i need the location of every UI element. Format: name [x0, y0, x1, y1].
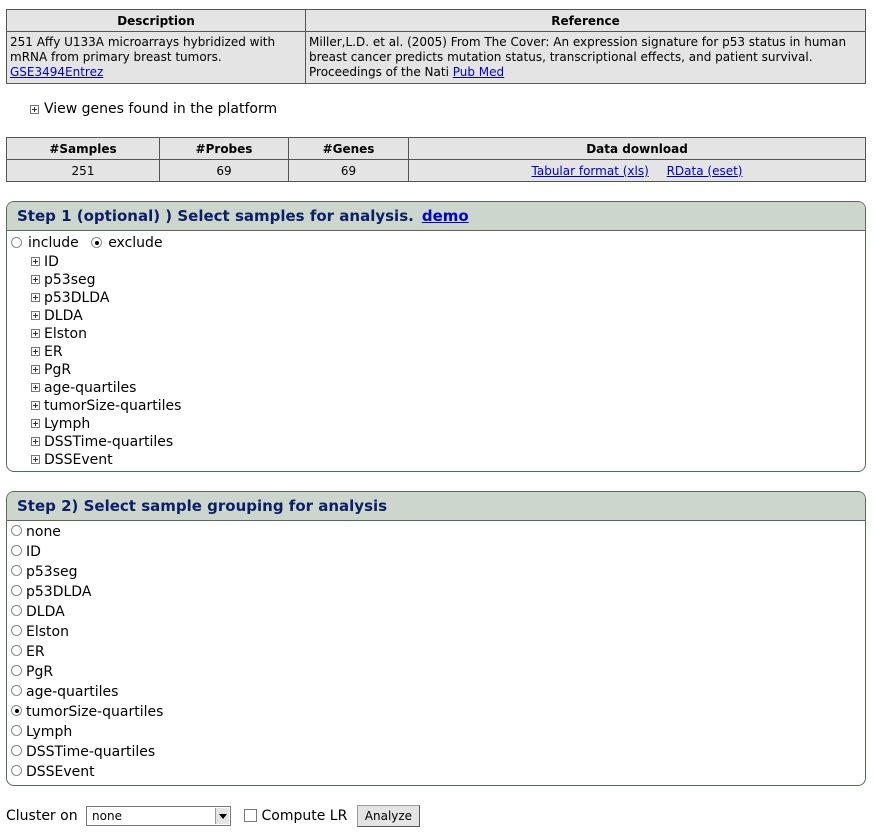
tree-item[interactable] [31, 343, 181, 361]
tabular-xls-link[interactable]: Tabular format (xls) [531, 163, 649, 178]
tree-item-label: PgR [44, 362, 72, 378]
tree-item[interactable] [31, 361, 181, 379]
expand-plus-icon[interactable] [31, 365, 40, 374]
probes-count: 69 [160, 160, 289, 182]
grouping-option[interactable] [11, 543, 163, 563]
grouping-option-label: Elston [26, 624, 69, 640]
expand-plus-icon[interactable] [31, 383, 40, 392]
reference-cell [306, 32, 866, 84]
download-cell [409, 160, 866, 182]
view-genes-toggle[interactable] [30, 100, 277, 118]
tree-item[interactable] [31, 415, 181, 433]
grouping-radio[interactable] [11, 565, 22, 576]
rdata-eset-link[interactable]: RData (eset) [666, 163, 743, 178]
grouping-option-label: ER [26, 644, 45, 660]
expand-plus-icon[interactable] [31, 293, 40, 302]
grouping-options [11, 523, 163, 783]
grouping-option[interactable] [11, 723, 163, 743]
grouping-option-label: tumorSize-quartiles [26, 704, 164, 720]
tree-item-label: DSSEvent [44, 452, 113, 468]
tree-item[interactable] [31, 253, 181, 271]
tree-item[interactable] [31, 289, 181, 307]
description-text: 251 Affy U133A microarrays hybridized with mRNA from primary breast tumors. [10, 35, 276, 64]
tree-item-label: DSSTime-quartiles [44, 434, 174, 450]
genes-header: #Genes [289, 138, 409, 160]
reference-text: Miller,L.D. et al. (2005) From The Cover: An expression signature for p53 status in human breast cancer predicts mutation status, transcriptional effects, and patient survival. Proceedings of the Nati [309, 35, 847, 79]
tree-item-label: Lymph [44, 416, 91, 432]
probes-header: #Probes [160, 138, 289, 160]
tree-item-label: ER [44, 344, 63, 360]
include-exclude-row [11, 235, 171, 251]
expand-plus-icon[interactable] [31, 455, 40, 464]
counts-table [6, 137, 866, 182]
pubmed-link[interactable]: Pub Med [452, 65, 505, 79]
dropdown-arrow-icon[interactable] [215, 808, 229, 824]
analyze-button[interactable]: Analyze [357, 805, 420, 827]
tree-item[interactable] [31, 271, 181, 289]
description-cell [7, 32, 306, 84]
tree-item[interactable] [31, 397, 181, 415]
grouping-option-label: DSSTime-quartiles [26, 744, 156, 760]
compute-lr-checkbox[interactable] [244, 809, 257, 822]
grouping-radio[interactable] [11, 545, 22, 556]
include-label: include [28, 235, 79, 251]
grouping-radio[interactable] [11, 745, 22, 756]
expand-plus-icon[interactable] [31, 311, 40, 320]
grouping-option[interactable] [11, 683, 163, 703]
grouping-option-label: p53DLDA [26, 584, 92, 600]
step1-header [7, 202, 865, 231]
expand-plus-icon[interactable] [30, 105, 39, 114]
step1-title: Step 1 (optional) ) Select samples for analysis. [17, 207, 414, 225]
exclude-label: exclude [108, 235, 163, 251]
grouping-option-label: Lymph [26, 724, 73, 740]
tree-item-label: tumorSize-quartiles [44, 398, 182, 414]
expand-plus-icon[interactable] [31, 419, 40, 428]
expand-plus-icon[interactable] [31, 347, 40, 356]
grouping-radio[interactable] [11, 625, 22, 636]
grouping-option[interactable] [11, 623, 163, 643]
samples-header: #Samples [7, 138, 160, 160]
analysis-controls [6, 805, 420, 827]
view-genes-label: View genes found in the platform [44, 101, 278, 117]
grouping-radio[interactable] [11, 765, 22, 776]
grouping-option-label: ID [26, 544, 41, 560]
include-radio[interactable] [11, 237, 22, 248]
samples-count: 251 [7, 160, 160, 182]
geo-entrez-link[interactable]: GSE3494Entrez [10, 65, 104, 79]
grouping-option[interactable] [11, 663, 163, 683]
grouping-option-label: PgR [26, 664, 54, 680]
tree-item[interactable] [31, 451, 181, 469]
grouping-radio[interactable] [11, 665, 22, 676]
cluster-select[interactable] [86, 806, 231, 826]
sample-variable-tree [31, 253, 181, 469]
exclude-radio[interactable] [91, 237, 102, 248]
description-header: Description [7, 10, 306, 32]
step1-panel [6, 201, 866, 472]
grouping-option[interactable] [11, 523, 163, 543]
reference-header: Reference [306, 10, 866, 32]
compute-lr-label: Compute LR [261, 808, 348, 824]
genes-count: 69 [289, 160, 409, 182]
grouping-option[interactable] [11, 743, 163, 763]
tree-item-label: p53DLDA [44, 290, 110, 306]
grouping-radio[interactable] [11, 645, 22, 656]
grouping-option[interactable] [11, 763, 163, 783]
step2-panel [6, 491, 866, 786]
expand-plus-icon[interactable] [31, 401, 40, 410]
grouping-option[interactable] [11, 603, 163, 623]
grouping-option[interactable] [11, 643, 163, 663]
description-table [6, 9, 866, 84]
grouping-radio[interactable] [11, 725, 22, 736]
step2-header [7, 492, 865, 521]
grouping-option-label: age-quartiles [26, 684, 119, 700]
grouping-option-label: DLDA [26, 604, 65, 620]
expand-plus-icon[interactable] [31, 437, 40, 446]
tree-item[interactable] [31, 307, 181, 325]
tree-item-label: DLDA [44, 308, 83, 324]
grouping-radio[interactable] [11, 585, 22, 596]
tree-item[interactable] [31, 433, 181, 451]
grouping-option-label: none [26, 524, 61, 540]
data-download-header: Data download [409, 138, 866, 160]
tree-item-label: Elston [44, 326, 87, 342]
tree-item[interactable] [31, 325, 181, 343]
demo-link[interactable]: demo [421, 207, 469, 225]
tree-item-label: age-quartiles [44, 380, 137, 396]
grouping-option[interactable] [11, 703, 163, 723]
tree-item-label: ID [44, 254, 59, 270]
expand-plus-icon[interactable] [31, 275, 40, 284]
grouping-radio[interactable] [11, 685, 22, 696]
grouping-option-label: DSSEvent [26, 764, 95, 780]
tree-item-label: p53seg [44, 272, 96, 288]
grouping-radio[interactable] [11, 605, 22, 616]
grouping-radio[interactable] [11, 525, 22, 536]
cluster-on-label: Cluster on [6, 808, 78, 824]
grouping-option-label: p53seg [26, 564, 78, 580]
tree-item[interactable] [31, 379, 181, 397]
cluster-select-value: none [92, 809, 122, 823]
step2-title: Step 2) Select sample grouping for analysis [17, 497, 388, 515]
expand-plus-icon[interactable] [31, 257, 40, 266]
expand-plus-icon[interactable] [31, 329, 40, 338]
grouping-option[interactable] [11, 563, 163, 583]
grouping-option[interactable] [11, 583, 163, 603]
grouping-radio[interactable] [11, 705, 22, 716]
